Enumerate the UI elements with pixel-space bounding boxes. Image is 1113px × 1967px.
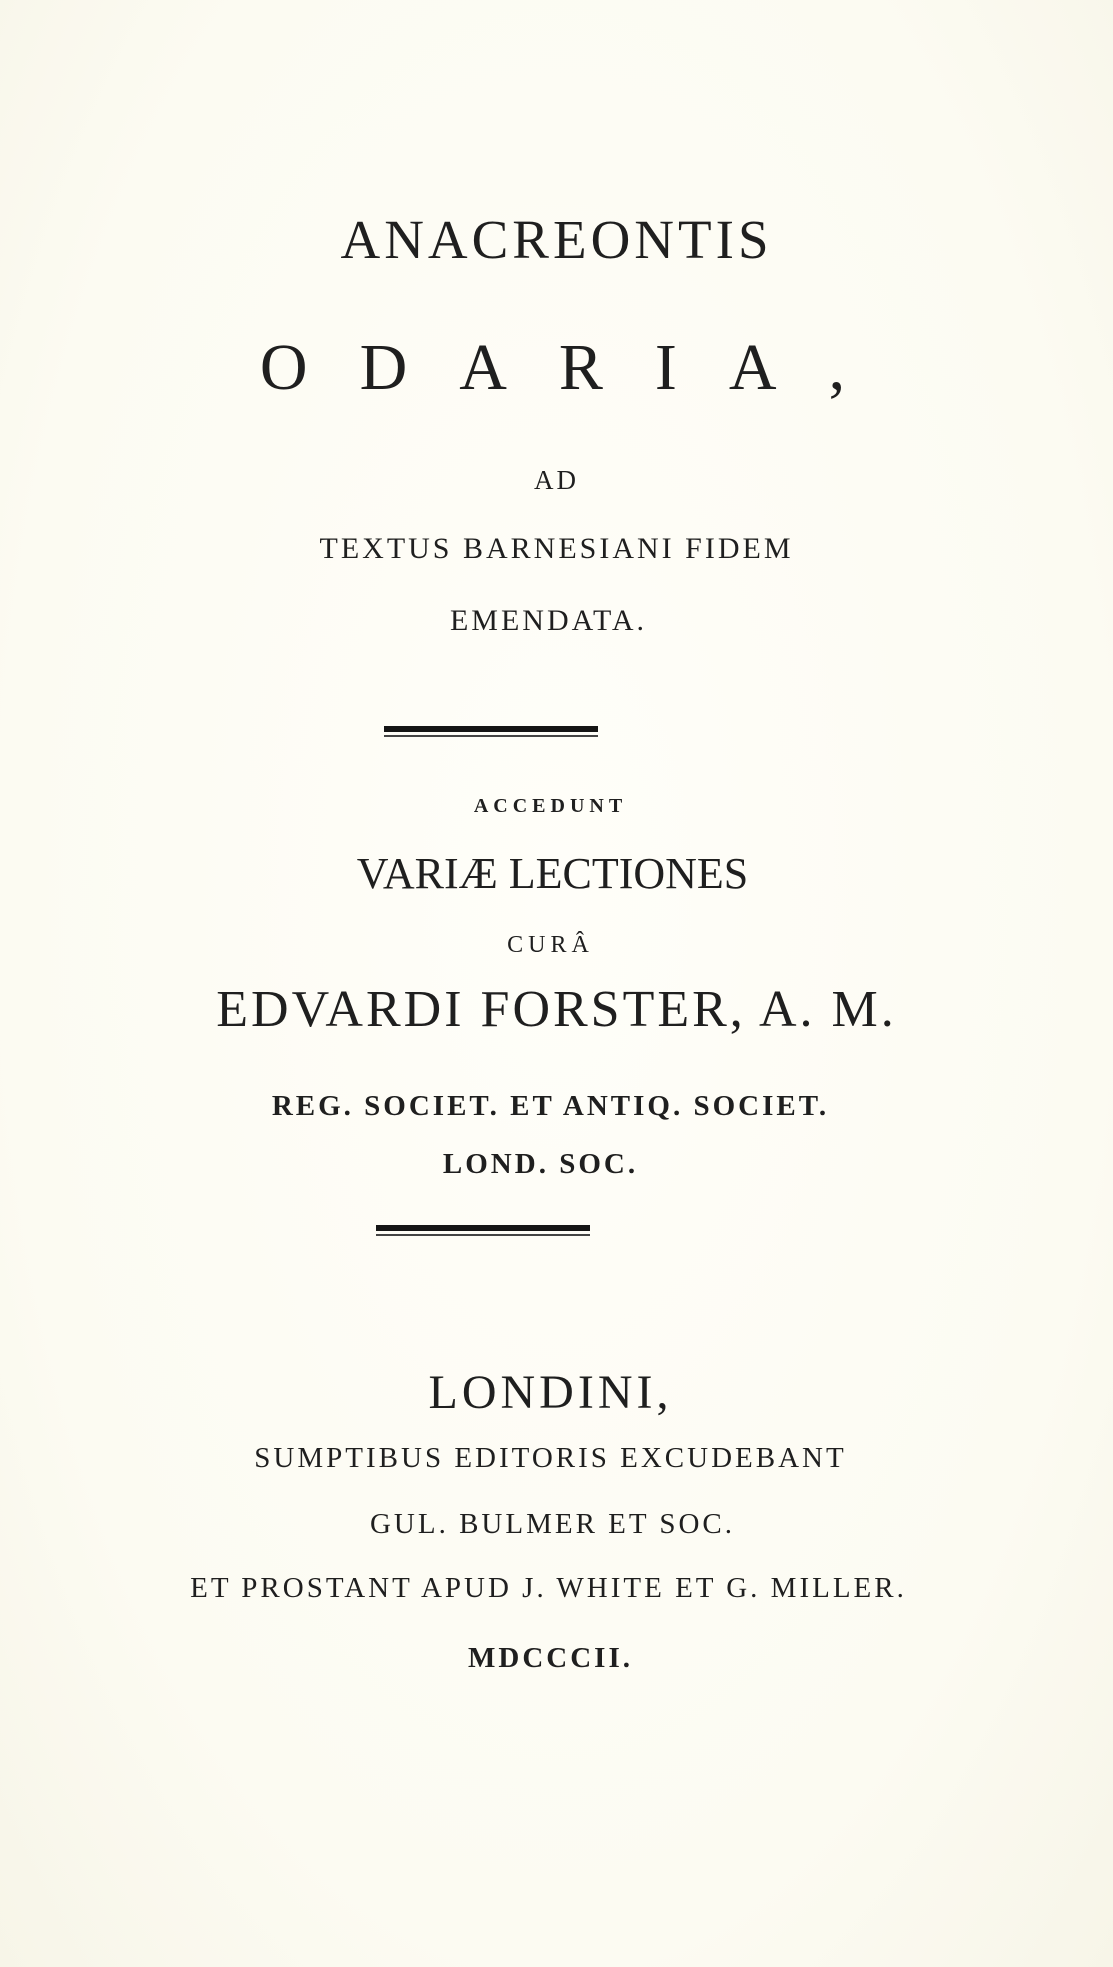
variae-lectiones-line: VARIÆ LECTIONES xyxy=(356,849,749,898)
imprint-line-3: ET PROSTANT APUD J. WHITE ET G. MILLER. xyxy=(190,1572,907,1604)
rule-thick-line xyxy=(384,726,598,732)
publication-year: MDCCCII. xyxy=(468,1642,633,1674)
accedunt-line: ACCEDUNT xyxy=(473,795,628,817)
title-line-1: ANACREONTIS xyxy=(340,209,773,270)
double-rule-divider-2 xyxy=(376,1225,590,1237)
rule-thin-line xyxy=(384,735,598,737)
double-rule-divider xyxy=(384,726,598,738)
editor-name: EDVARDI FORSTER, A. M. xyxy=(216,981,897,1038)
imprint-line-2: GUL. BULMER ET SOC. xyxy=(369,1508,735,1540)
rule-thin-line xyxy=(376,1234,590,1236)
rule-thick-line xyxy=(376,1225,590,1231)
emendata-line: EMENDATA. xyxy=(449,604,648,637)
society-line-1: REG. SOCIET. ET ANTIQ. SOCIET. xyxy=(271,1090,830,1122)
society-line-2: LOND. SOC. xyxy=(442,1148,639,1180)
textus-line: TEXTUS BARNESIANI FIDEM xyxy=(319,532,794,565)
place-of-publication: LONDINI, xyxy=(428,1366,673,1419)
cura-line: CURÂ xyxy=(507,932,594,958)
ad-line: AD xyxy=(534,465,579,495)
title-line-2: ODARIA, xyxy=(259,331,898,404)
imprint-line-1: SUMPTIBUS EDITORIS EXCUDEBANT xyxy=(254,1442,847,1474)
